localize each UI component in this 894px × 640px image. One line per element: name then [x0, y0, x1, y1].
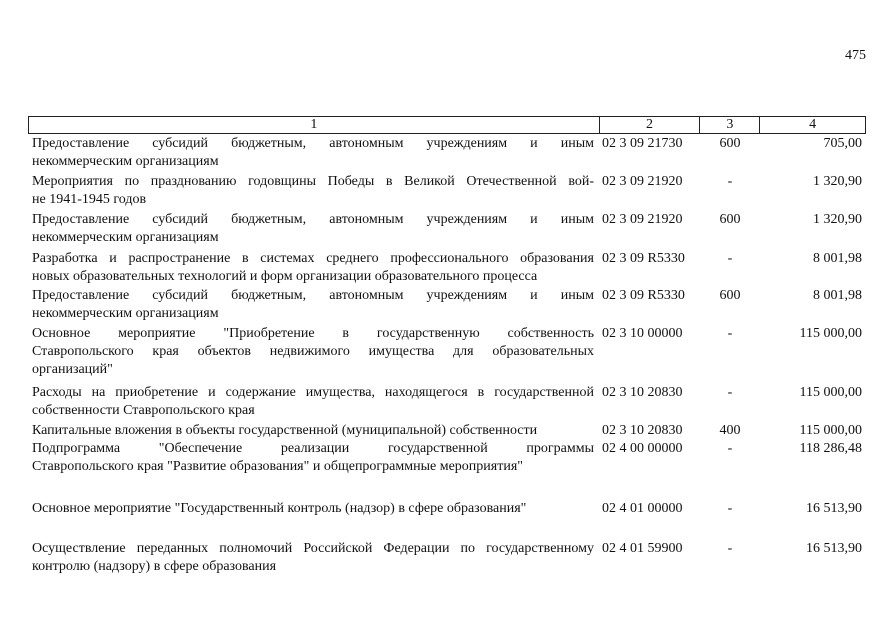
description-line: Мероприятия по празднованию годовщины Победы в Великой Отечественной вой- [32, 174, 594, 189]
row-code: 02 3 10 00000 [602, 326, 683, 341]
row-amount: 1 320,90 [813, 212, 862, 227]
row-type: 400 [719, 423, 741, 438]
row-description [28, 540, 594, 576]
row-amount: 705,00 [823, 136, 862, 151]
header-col-2: 2 [599, 117, 700, 133]
description-line: Осуществление переданных полномочий Российской Федерации по государственному [32, 541, 594, 556]
row-description [28, 440, 594, 476]
row-type: - [727, 174, 733, 189]
table-row [28, 540, 866, 576]
row-description [28, 250, 594, 286]
description-line: организаций" [32, 362, 113, 377]
description-line: Основное мероприятие "Государственный контроль (надзор) в сфере образования" [32, 501, 527, 516]
row-code: 02 3 09 R5330 [602, 251, 685, 266]
row-amount: 115 000,00 [799, 385, 862, 400]
row-type: - [727, 501, 733, 516]
row-type: 600 [719, 136, 741, 151]
row-code: 02 4 01 59900 [602, 541, 683, 556]
row-description [28, 135, 594, 171]
table-row [28, 211, 866, 247]
description-line: Предоставление субсидий бюджетным, автономным учреждениям и иным [32, 136, 594, 151]
row-type: - [727, 385, 733, 400]
description-line: новых образовательных технологий и форм организации образовательного процесса [32, 269, 538, 284]
row-code: 02 3 09 21920 [602, 212, 683, 227]
row-description [28, 287, 594, 323]
row-description [28, 173, 594, 209]
row-code: 02 3 09 21920 [602, 174, 683, 189]
page-number: 475 [845, 48, 866, 63]
row-amount: 8 001,98 [813, 288, 862, 303]
row-amount: 8 001,98 [813, 251, 862, 266]
description-line: некоммерческим организациям [32, 230, 219, 245]
description-line: Основное мероприятие "Приобретение в государственную собственность [32, 326, 594, 341]
description-line: Ставропольского края "Развитие образования" и общепрограммные мероприятия" [32, 459, 523, 474]
row-description [28, 325, 594, 379]
row-description [28, 500, 594, 518]
row-description [28, 422, 594, 440]
row-amount: 115 000,00 [799, 423, 862, 438]
description-line: некоммерческим организациям [32, 306, 219, 321]
table-row [28, 500, 866, 518]
table-row [28, 384, 866, 420]
row-amount: 16 513,90 [806, 541, 862, 556]
row-amount: 1 320,90 [813, 174, 862, 189]
row-code: 02 3 10 20830 [602, 423, 683, 438]
row-code: 02 3 09 21730 [602, 136, 683, 151]
table-header [28, 116, 866, 134]
description-line: Капитальные вложения в объекты государственной (муниципальной) собственности [32, 423, 538, 438]
description-line: не 1941-1945 годов [32, 192, 147, 207]
row-type: - [727, 326, 733, 341]
description-line: Ставропольского края объектов недвижимого имущества для образовательных [32, 344, 594, 359]
description-line: некоммерческим организациям [32, 154, 219, 169]
row-type: 600 [719, 212, 741, 227]
description-line: Предоставление субсидий бюджетным, автономным учреждениям и иным [32, 288, 594, 303]
header-col-3: 3 [699, 117, 759, 133]
row-amount: 115 000,00 [799, 326, 862, 341]
header-col-4: 4 [759, 117, 865, 133]
table-row [28, 173, 866, 209]
row-code: 02 3 10 20830 [602, 385, 683, 400]
row-type: - [727, 541, 733, 556]
table-row [28, 440, 866, 476]
description-line: контролю (надзору) в сфере образования [32, 559, 277, 574]
row-type: 600 [719, 288, 741, 303]
row-type: - [727, 441, 733, 456]
description-line: Расходы на приобретение и содержание имущества, находящегося в государственной [32, 385, 594, 400]
table-row [28, 325, 866, 379]
row-code: 02 4 01 00000 [602, 501, 683, 516]
row-code: 02 4 00 00000 [602, 441, 683, 456]
row-code: 02 3 09 R5330 [602, 288, 685, 303]
row-amount: 118 286,48 [799, 441, 862, 456]
table-row [28, 250, 866, 286]
table-row [28, 287, 866, 323]
table-row [28, 422, 866, 440]
row-type: - [727, 251, 733, 266]
row-description [28, 211, 594, 247]
description-line: собственности Ставропольского края [32, 403, 255, 418]
row-description [28, 384, 594, 420]
description-line: Предоставление субсидий бюджетным, автономным учреждениям и иным [32, 212, 594, 227]
description-line: Разработка и распространение в системах среднего профессионального образования [32, 251, 594, 266]
row-amount: 16 513,90 [806, 501, 862, 516]
table-row [28, 135, 866, 171]
header-col-1: 1 [310, 117, 318, 132]
description-line: Подпрограмма "Обеспечение реализации государственной программы [32, 441, 594, 456]
